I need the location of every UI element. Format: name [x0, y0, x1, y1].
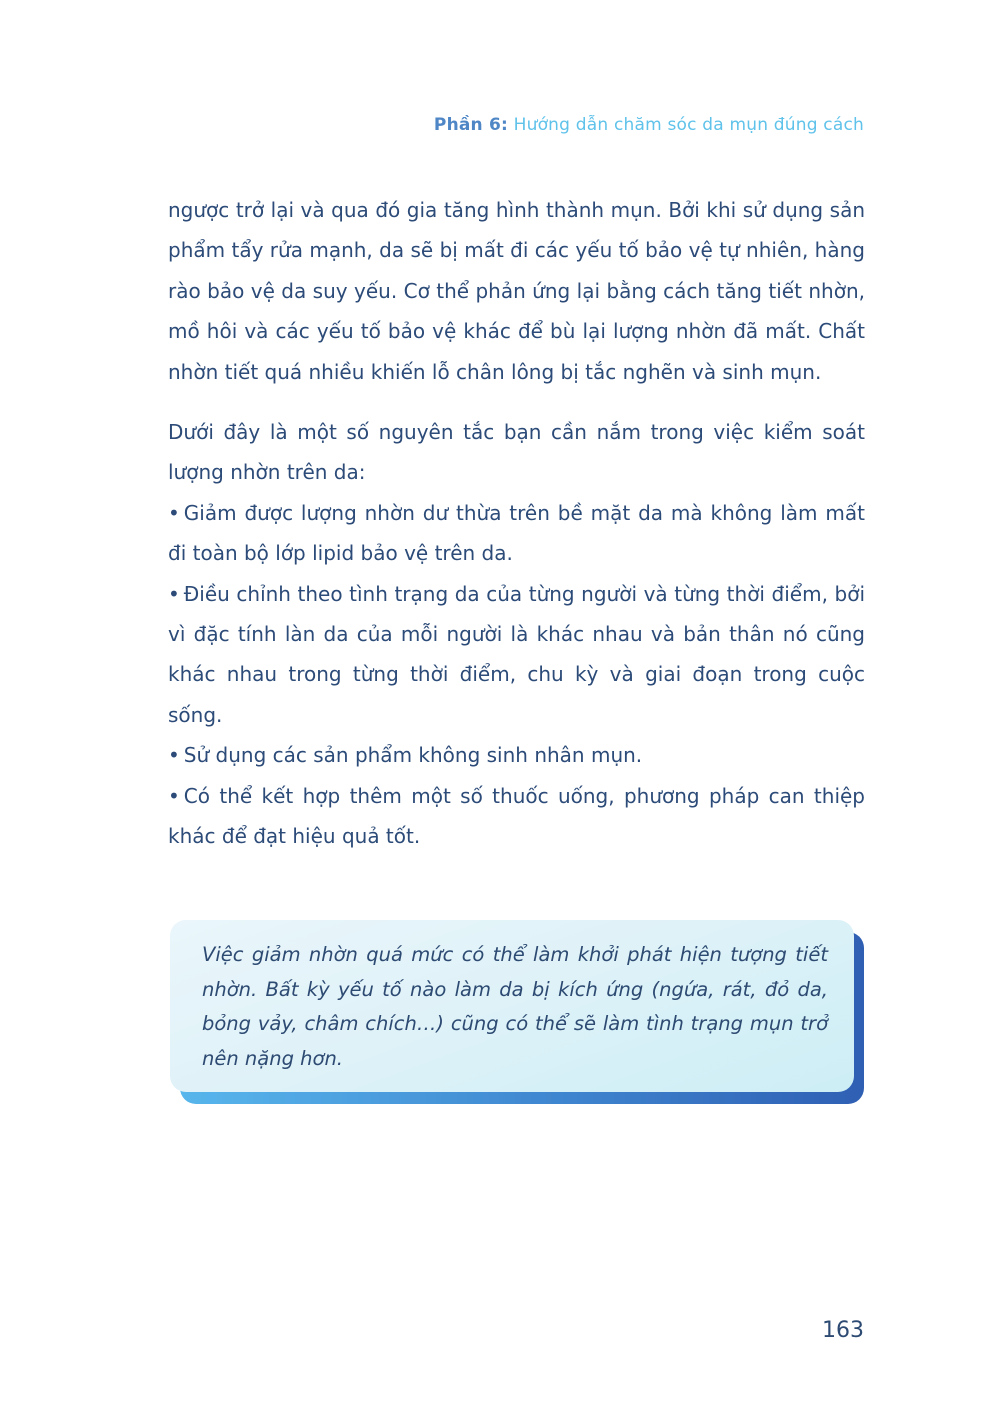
list-item-text: Giảm được lượng nhờn dư thừa trên bề mặt da mà không làm mất đi toàn bộ lớp lipid bảo vệ trên da.: [168, 500, 865, 566]
list-item-text: Sử dụng các sản phẩm không sinh nhân mụn.: [183, 743, 643, 768]
list-item: [168, 776, 865, 857]
main-content: [168, 190, 865, 857]
callout-box: [170, 920, 864, 1104]
callout-panel: [170, 920, 854, 1092]
list-item: [168, 493, 865, 574]
list-item-text: Có thể kết hợp thêm một số thuốc uống, phương pháp can thiệp khác để đạt hiệu quả tốt.: [168, 783, 865, 849]
header-part-label: Phần 6:: [433, 115, 509, 135]
list-item-text: Điều chỉnh theo tình trạng da của từng người và từng thời điểm, bởi vì đặc tính làn da của mỗi người là khác nhau và bản thân nó cũng khác nhau trong từng thời điểm, chu kỳ và giai đoạn trong cuộc sống.: [168, 581, 865, 727]
bullet-icon: •: [168, 743, 180, 768]
list-intro: Dưới đây là một số nguyên tắc bạn cần nắm trong việc kiểm soát lượng nhờn trên da:: [168, 420, 865, 485]
list-item: [168, 574, 865, 736]
header-section-title: Hướng dẫn chăm sóc da mụn đúng cách: [513, 115, 864, 135]
page-number: 163: [822, 1318, 864, 1343]
bullet-icon: •: [168, 783, 180, 808]
callout-text: Việc giảm nhờn quá mức có thể làm khởi phát hiện tượng tiết nhờn. Bất kỳ yếu tố nào làm da bị kích ứng (ngứa, rát, đỏ da, bỏng vảy, châm chích…) cũng có thể sẽ làm tình trạng mụn trở nên nặng hơn.: [202, 943, 828, 1070]
list-item: [168, 735, 865, 775]
bullet-icon: •: [168, 500, 180, 525]
body-paragraph: ngược trở lại và qua đó gia tăng hình thành mụn. Bởi khi sử dụng sản phẩm tẩy rửa mạnh, da sẽ bị mất đi các yếu tố bảo vệ tự nhiên, hàng rào bảo vệ da suy yếu. Cơ thể phản ứng lại bằng cách tăng tiết nhờn, mồ hôi và các yếu tố bảo vệ khác để bù lại lượng nhờn đã mất. Chất nhờn tiết quá nhiều khiến lỗ chân lông bị tắc nghẽn và sinh mụn.: [168, 198, 865, 384]
running-header: [434, 115, 864, 135]
bullet-icon: •: [168, 581, 180, 606]
